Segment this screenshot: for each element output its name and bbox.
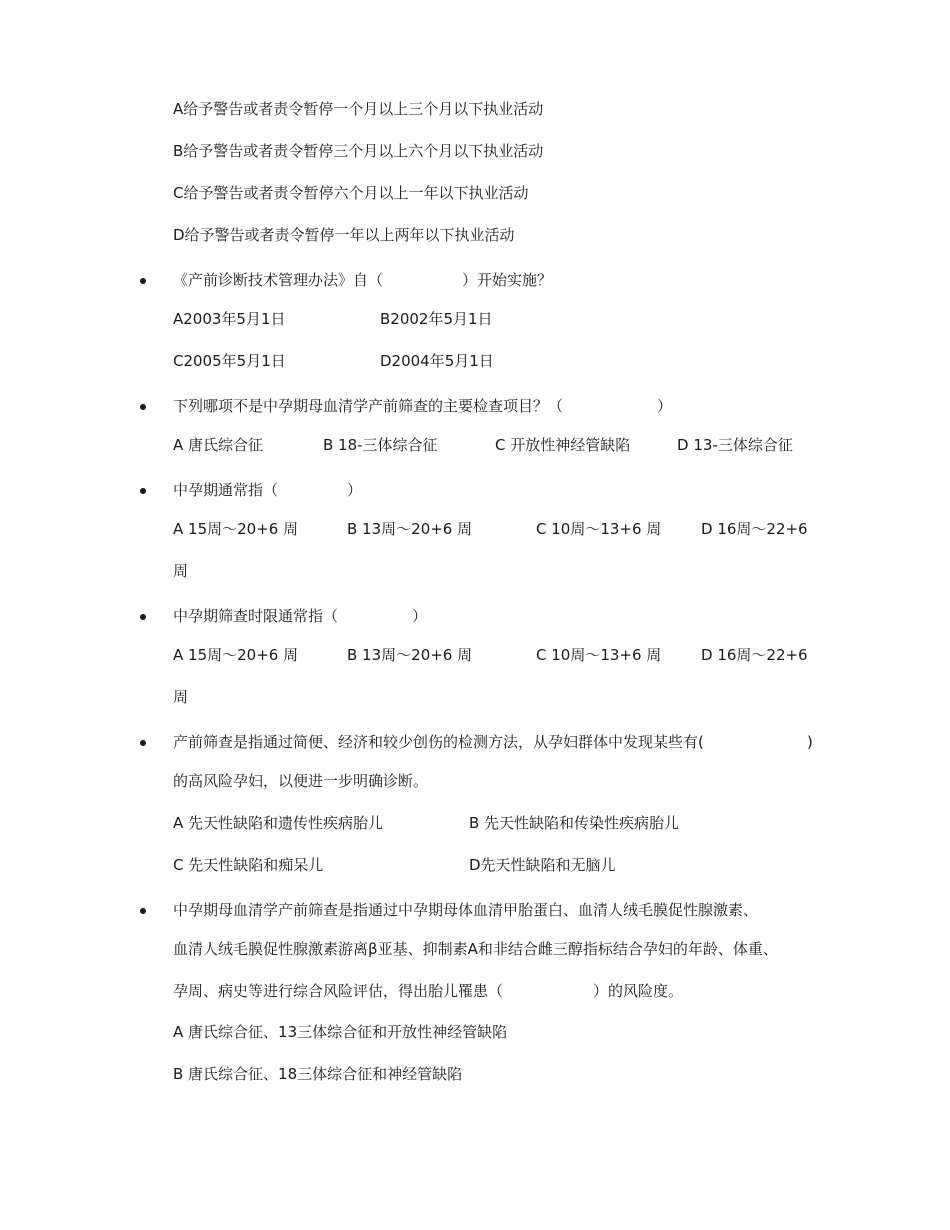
option-b: B 13周～20+6 周 [347,520,473,538]
option-b: B 13周～20+6 周 [347,646,473,664]
option-c: C 开放性神经管缺陷 [495,436,631,454]
option-b: B 唐氏综合征、18三体综合征和神经管缺陷 [173,1065,463,1083]
bullet-icon [140,614,146,620]
option-d: D 16周～22+6 [701,646,808,664]
question-stem: 中孕期母血清学产前筛查是指通过中孕期母体血清甲胎蛋白、血清人绒毛膜促性腺激素、 [173,901,759,919]
option-d: D 13-三体综合征 [677,436,793,454]
option-a: A给予警告或者责令暂停一个月以上三个月以下执业活动 [173,100,544,118]
bullet-icon [140,278,146,284]
question-stem-line3: 孕周、病史等进行综合风险评估，得出胎儿罹患（ [173,982,504,1000]
option-b: B 18-三体综合征 [323,436,438,454]
bullet-icon [140,488,146,494]
option-d: D 16周～22+6 [701,520,808,538]
question-stem-end: ）的风险度。 [593,982,684,1000]
option-d: D2004年5月1日 [380,352,494,370]
option-a: A 15周～20+6 周 [173,520,299,538]
option-c: C 先天性缺陷和痴呆儿 [173,856,324,874]
option-c: C 10周～13+6 周 [536,646,662,664]
question-stem: 中孕期通常指（ [173,481,279,499]
option-a: A 先天性缺陷和遗传性疾病胎儿 [173,814,384,832]
question-stem-end: ） [347,481,363,499]
option-b: B2002年5月1日 [380,310,493,328]
option-d: D先天性缺陷和无脑儿 [469,856,616,874]
question-stem: 产前筛查是指通过简便、经济和较少创伤的检测方法，从孕妇群体中发现某些有( [173,733,704,751]
option-a: A 15周～20+6 周 [173,646,299,664]
question-stem-line2: 血清人绒毛膜促性腺激素游离β亚基、抑制素A和非结合雌三醇指标结合孕妇的年龄、体重、 [173,940,778,958]
option-d-wrap: 周 [173,562,189,580]
option-a: A2003年5月1日 [173,310,286,328]
option-d: D给予警告或者责令暂停一年以上两年以下执业活动 [173,226,515,244]
question-stem: 下列哪项不是中孕期母血清学产前筛查的主要检查项目？（ [173,397,564,415]
question-stem-end: ）开始实施？ [462,271,553,289]
bullet-icon [140,404,146,410]
option-a: A 唐氏综合征 [173,436,264,454]
option-a: A 唐氏综合征、13三体综合征和开放性神经管缺陷 [173,1023,508,1041]
question-stem-continued: 的高风险孕妇，以便进一步明确诊断。 [173,772,429,790]
option-d-wrap: 周 [173,688,189,706]
question-stem-end: ） [412,607,428,625]
question-stem: 中孕期筛查时限通常指（ [173,607,339,625]
question-stem-end: ） [657,397,673,415]
question-stem-end: ) [807,733,813,751]
option-c: C2005年5月1日 [173,352,286,370]
bullet-icon [140,740,146,746]
option-b: B给予警告或者责令暂停三个月以上六个月以下执业活动 [173,142,544,160]
option-c: C 10周～13+6 周 [536,520,662,538]
option-c: C给予警告或者责令暂停六个月以上一年以下执业活动 [173,184,529,202]
bullet-icon [140,908,146,914]
option-b: B 先天性缺陷和传染性疾病胎儿 [469,814,680,832]
question-stem: 《产前诊断技术管理办法》自（ [173,271,384,289]
